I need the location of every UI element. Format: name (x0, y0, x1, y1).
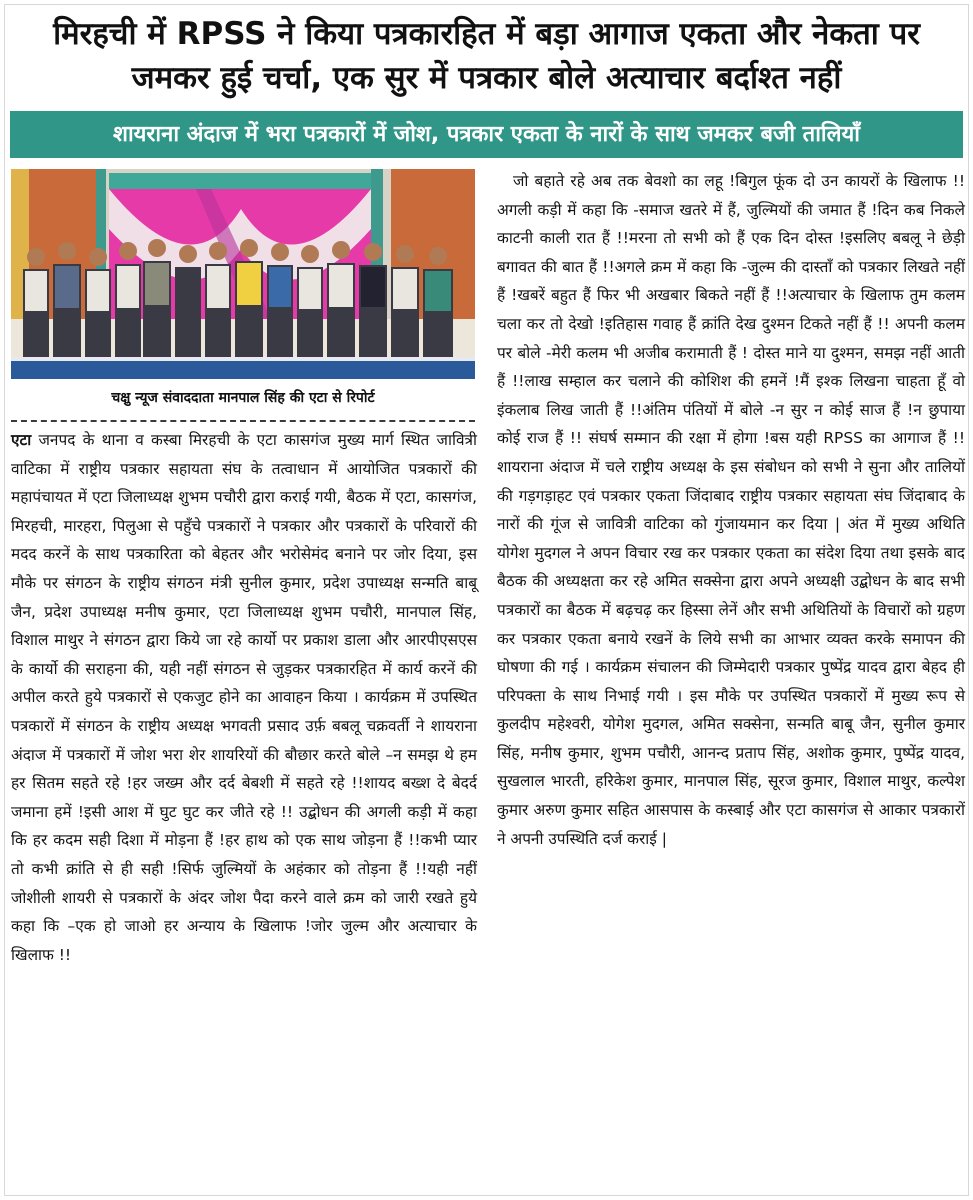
article-text-right: जो बहाते रहे अब तक बेवशो का लहू !बिगुल फूंक दो उन कायरों के खिलाफ !!अगली कड़ी में कहा कि -समाज खतरे में हैं, जुल्मियों की जमात हैं !दिन कब निकले काटनी काली रात हैं !!मरना तो सभी को हैं एक दिन दोस्त !इसलिए बबलू ने छेड़ी बगावत की बात हैं !!अगले क्रम में कहा कि -जुल्म की दास्ताँ को पत्रकार लिखते नहीं हैं !खबरें बहुत हैं फिर भी अखबार बिकते नहीं हैं !!अत्याचार के खिलाफ तुम कलम चला कर तो देखो !इतिहास गवाह हैं क्रांति देख दुश्मन टिकते नहीं हैं !! अपनी कलम पर बोले -मेरी कलम भी अजीब करामाती हैं ! दोस्त माने या दुश्मन, समझ नहीं आती हैं !!लाख सम्हाल कर चलाने की कोशिश की हमनें !मैं इश्क लिखना चाहता हूँ वो इंकलाब लिख जाती हैं !!अंतिम पंतियों में बोले -न सुर न कोई साज हैं !न छुपाया कोई राज हैं !! संघर्ष सम्मान की रक्षा में होगा !बस यही RPSS का आगाज हैं !!शायराना अंदाज में चले राष्ट्रीय अध्यक्ष के इस संबोधन को सभी ने सुना और तालियों की गड़गड़ाहट एवं पत्रकार एकता जिंदाबाद राष्ट्रीय पत्रकार सहायता संघ जिंदाबाद के नारों की गूंज से जावित्री वाटिका को गुंजायमान कर दिया | अंत में मुख्य अथिति योगेश मुदगल ने अपन विचार रख कर पत्रकार एकता का संदेश दिया तथा इसके बाद बैठक की अध्यक्षता कर रहे अमित सक्सेना द्वारा अपने अध्यक्षी उद्बोधन के बाद सभी पत्रकारों का बैठक में बढ़चढ़ कर हिस्सा लेनें और सभी अथितियों के विचारों को ग्रहण कर पत्रकार एकता बनाये रखनें के लिये सभी का आभार व्यक्त करके समापन की घोषणा की गई । कार्यक्रम संचालन की जिम्मेदारी पत्रकार पुष्पेंद्र यादव द्वारा बेहद ही परिपक्ता के साथ निभाई गयी । इस मौके पर उपस्थित पत्रकारों में मुख्य रूप से कुलदीप महेश्वरी, योगेश मुदगल, अमित सक्सेना, सन्मति बाबू जैन, सुनील कुमार सिंह, मनीष कुमार, शुभम पचौरी, आनन्द प्रताप सिंह, अशोक कुमार, पुष्पेंद्र यादव, सुखलाल भारती, हरिकेश कुमार, मानपाल सिंह, सूरज कुमार, विशाल माथुर, कल्पेश कुमार अरुण कुमार सहित आसपास के कस्बाई और एटा कासगंज से आकार पत्रकारों ने अपनी उपस्थिति दर्ज कराई | (497, 172, 965, 848)
headline: मिरहची में RPSS ने किया पत्रकारहित में बड़ा आगाज एकता और नेकता पर जमकर हुई चर्चा, एक सुर में पत्रकार बोले अत्याचार बर्दाश्त नहीं (53, 16, 920, 96)
subheadline-banner: शायराना अंदाज में भरा पत्रकारों में जोश, पत्रकार एकता के नारों के साथ जमकर बजी तालियाँ (10, 111, 963, 158)
photo-caption: चक्षु न्यूज संवाददाता मानपाल सिंह की एटा से रिपोर्ट (111, 390, 375, 406)
caption-divider (11, 420, 475, 422)
article-text-left: जनपद के थाना व कस्बा मिरहची के एटा कासगंज मुख्य मार्ग स्थित जावित्री वाटिका में राष्ट्रीय पत्रकार सहायता संघ के तत्वाधान में आयोजित पत्रकारों की महापंचायत में एटा जिलाध्यक्ष शुभम पचौरी द्वारा कराई गयी, बैठक में एटा, कासगंज, मिरहची, मारहरा, पिलुआ से पहुँचे पत्रकारों ने पत्रकार और पत्रकारों के परिवारों की मदद करनें के साथ पत्रकारिता को बेहतर और भरोसेमंद बनाने पर जोर दिया, इस मौके पर संगठन के राष्ट्रीय संगठन मंत्री सुनील कुमार, प्रदेश उपाध्यक्ष सन्मति बाबू जैन, प्रदेश उपाध्यक्ष मनीष कुमार, एटा जिलाध्यक्ष शुभम पचौरी, मानपाल सिंह, विशाल माथुर ने संगठन द्वारा किये जा रहे कार्यो पर प्रकाश डाला और आरपीएसएस के कार्यो की सराहना की, यही नहीं संगठन से जुड़कर पत्रकारहित में कार्य करनें की अपील करते हुये पत्रकारों से एकजुट होने का आवाहन किया । कार्यक्रम में उपस्थित पत्रकारों में संगठन के राष्ट्रीय अध्यक्ष भगवती प्रसाद उर्फ़ बबलू चक्रवर्ती ने शायराना अंदाज में पत्रकारों में जोश भरा शेर शायरियों की बौछार करते बोले –न समझ थे हम हर सितम सहते रहे !हर जख्म और दर्द बेबशी में सहते रहे !!शायद बख्श दे बेदर्द जमाना हमें !इसी आश में घुट घुट कर जीते रहे !! उद्बोधन की अगली कड़ी में कहा कि हर कदम सही दिशा में मोड़ना हैं !हर हाथ को एक साथ जोड़ना हैं !!कभी प्यार तो कभी क्रांति से ही सही !सिर्फ जुल्मियों के अहंकार को तोड़ना हैं !!यही नहीं जोशीली शायरी से पत्रकारों के अंदर जोश पैदा करने वाले क्रम को जारी रखते हुये कहा कि –एक हो जाओ हर अन्याय के खिलाफ !जोर जुल्म और अत्याचार के खिलाफ !! (11, 431, 477, 964)
dateline: एटा (11, 431, 32, 449)
group-photo (11, 169, 475, 379)
article-column-right (497, 167, 965, 853)
article-column-left (11, 426, 477, 969)
